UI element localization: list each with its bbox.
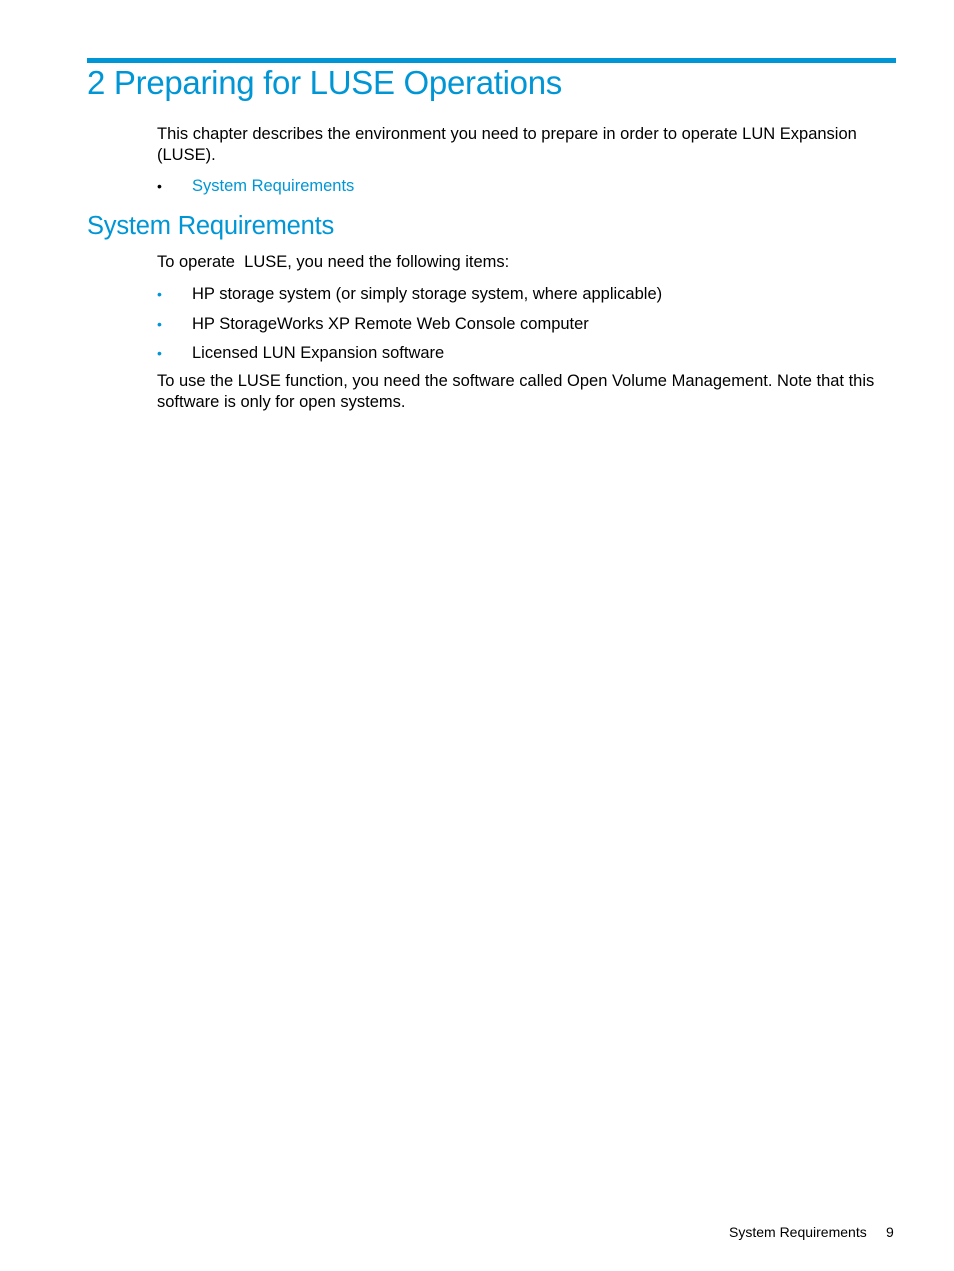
section-lead: To operate LUSE, you need the following items:	[157, 253, 510, 271]
bullet-icon: •	[157, 286, 162, 302]
bullet-icon: •	[157, 178, 162, 194]
list-item	[157, 314, 662, 344]
bullet-icon: •	[157, 345, 162, 361]
list-item-text: HP StorageWorks XP Remote Web Console computer	[192, 314, 589, 333]
list-item-text: Licensed LUN Expansion software	[192, 344, 445, 362]
chapter-top-rule	[87, 58, 896, 63]
requirements-list	[157, 284, 662, 373]
bullet-icon: •	[157, 315, 162, 332]
chapter-toc	[157, 176, 354, 196]
section-title: System Requirements	[87, 212, 335, 240]
chapter-intro: This chapter describes the environment you need to prepare in order to operate LUN Expansion (LUSE).	[157, 125, 857, 164]
toc-link-system-requirements[interactable]: System Requirements	[192, 177, 355, 195]
list-item-text: HP storage system (or simply storage system, where applicable)	[192, 285, 663, 303]
chapter-title: 2 Preparing for LUSE Operations	[87, 64, 562, 101]
list-item	[157, 284, 662, 314]
list-item	[157, 343, 662, 373]
page-number: 9	[886, 1224, 894, 1240]
section-note: To use the LUSE function, you need the software called Open Volume Management. Note that this software is only for open systems.	[157, 372, 875, 411]
footer-section-label: System Requirements	[729, 1224, 867, 1240]
toc-item	[157, 176, 354, 196]
